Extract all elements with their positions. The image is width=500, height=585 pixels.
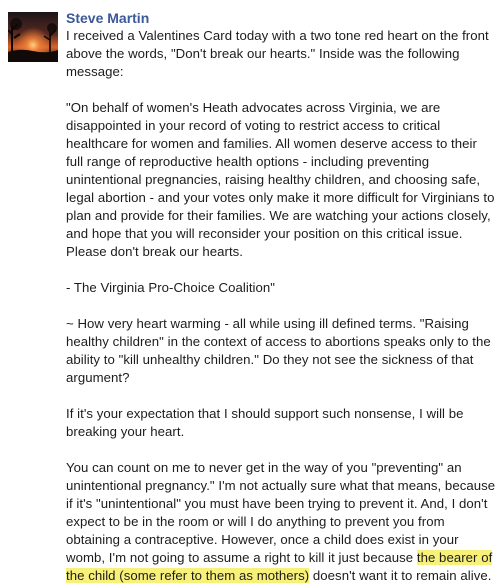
post-content bbox=[66, 9, 496, 585]
expectation-text: If it's your expectation that I should support such nonsense, I will be breaking your heart. bbox=[66, 406, 464, 439]
author-name-link[interactable]: Steve Martin bbox=[66, 10, 150, 26]
paragraph-gap bbox=[66, 387, 496, 405]
closing-paragraph bbox=[66, 459, 496, 585]
paragraph-gap bbox=[66, 261, 496, 279]
author-avatar[interactable] bbox=[8, 12, 58, 62]
signature-text: - The Virginia Pro-Choice Coalition" bbox=[66, 280, 276, 295]
paragraph-gap bbox=[66, 441, 496, 459]
paragraph-gap bbox=[66, 81, 496, 99]
response-text: ~ How very heart warming - all while using ill defined terms. "Raising healthy children" in the context of access to abortions speaks only to the ability to "kill unhealthy children." Do they not see the sickness of that argument? bbox=[66, 316, 491, 385]
post-intro-text: I received a Valentines Card today with a two tone red heart on the front above the words, "Don't break our hearts." Inside was the following message: bbox=[66, 28, 489, 79]
highlighted-text: the bearer of the child (some refer to them as mothers) bbox=[66, 550, 493, 583]
quoted-message-text: "On behalf of women's Heath advocates across Virginia, we are disappointed in your record of voting to restrict access to critical healthcare for women and families. All women deserve access to their full range of reproductive health options - including preventing unintentional pregnancies, raising healthy children, and choosing safe, legal abortion - and your votes only make it more difficult for Virginians to plan and provide for their families. We are watching your actions closely, and hope that you will reconsider your position on this critical issue. Please don't break our hearts. bbox=[66, 100, 495, 259]
closing-text-start: You can count on me to never get in the way of you "preventing" an unintentional pregnancy." I'm not actually sure what that means, because if it's "unintentional" you must have been trying to prevent it. And, I don't expect to be in the room or will I do anything to prevent you from obtaining a contraceptive. However, once a child does exist in your womb, I'm not going to assume a right to kill it just because bbox=[66, 460, 496, 565]
paragraph-gap bbox=[66, 297, 496, 315]
closing-text-end: doesn't want it to remain alive. bbox=[309, 568, 492, 583]
